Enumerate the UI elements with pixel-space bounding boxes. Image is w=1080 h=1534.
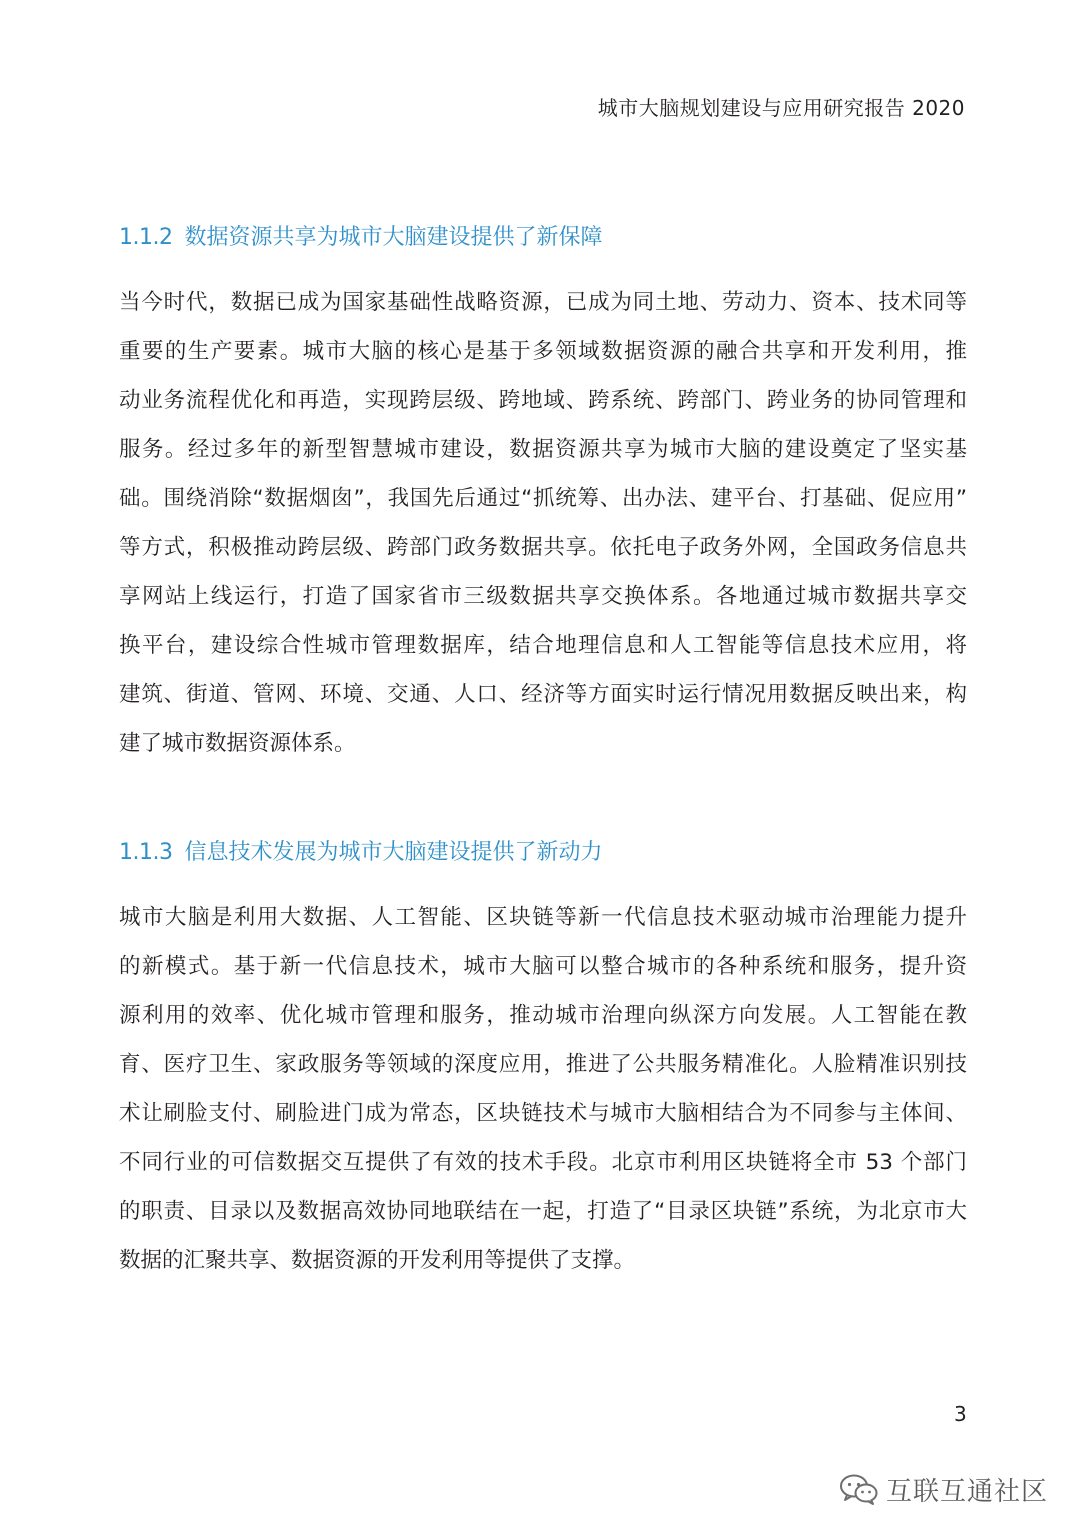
- paragraph-line: 换平台，建设综合性城市管理数据库，结合地理信息和人工智能等信息技术应用，将: [119, 633, 967, 658]
- paragraph-line: 础。围绕消除“数据烟囱”，我国先后通过“抓统筹、出办法、建平台、打基础、促应用”: [119, 486, 967, 511]
- section-body: [119, 278, 967, 768]
- running-header-title: 城市大脑规划建设与应用研究报告 2020: [597, 96, 965, 120]
- paragraph-line: 不同行业的可信数据交互提供了有效的技术手段。北京市利用区块链将全市 53 个部门: [119, 1150, 967, 1175]
- paragraph-line: 源利用的效率、优化城市管理和服务，推动城市治理向纵深方向发展。人工智能在教: [119, 1003, 967, 1028]
- paragraph-line: 术让刷脸支付、刷脸进门成为常态，区块链技术与城市大脑相结合为不同参与主体间、: [119, 1101, 967, 1126]
- paragraph-line: 的新模式。基于新一代信息技术，城市大脑可以整合城市的各种系统和服务，提升资: [119, 954, 967, 979]
- section-1-1-2: [119, 220, 967, 768]
- paragraph-line: 重要的生产要素。城市大脑的核心是基于多领域数据资源的融合共享和开发利用，推: [119, 339, 967, 364]
- section-heading: [119, 835, 967, 871]
- paragraph-line: 服务。经过多年的新型智慧城市建设，数据资源共享为城市大脑的建设奠定了坚实基: [119, 437, 967, 462]
- section-heading: [119, 220, 967, 256]
- paragraph-line: 等方式，积极推动跨层级、跨部门政务数据共享。依托电子政务外网，全国政务信息共: [119, 535, 967, 560]
- section-body: [119, 893, 967, 1285]
- section-number: 1.1.3: [119, 840, 173, 865]
- wechat-icon: [838, 1472, 880, 1506]
- paragraph-line: 育、医疗卫生、家政服务等领域的深度应用，推进了公共服务精准化。人脸精准识别技: [119, 1052, 967, 1077]
- paragraph-line: 享网站上线运行，打造了国家省市三级数据共享交换体系。各地通过城市数据共享交: [119, 584, 967, 609]
- watermark-text: 互联互通社区: [886, 1476, 1049, 1507]
- paragraph-line: 建筑、街道、管网、环境、交通、人口、经济等方面实时运行情况用数据反映出来，构: [119, 682, 967, 707]
- wechat-watermark: [838, 1466, 1048, 1512]
- paragraph-line: 数据的汇聚共享、数据资源的开发利用等提供了支撑。: [119, 1248, 636, 1273]
- section-title: 信息技术发展为城市大脑建设提供了新动力: [184, 840, 603, 865]
- section-number: 1.1.2: [119, 225, 173, 250]
- paragraph-line: 建了城市数据资源体系。: [119, 731, 356, 756]
- paragraph-line: 的职责、目录以及数据高效协同地联结在一起，打造了“目录区块链”系统，为北京市大: [119, 1199, 967, 1224]
- section-title: 数据资源共享为城市大脑建设提供了新保障: [184, 225, 603, 250]
- paragraph-line: 城市大脑是利用大数据、人工智能、区块链等新一代信息技术驱动城市治理能力提升: [119, 905, 967, 930]
- section-1-1-3: [119, 835, 967, 1285]
- paragraph-line: 动业务流程优化和再造，实现跨层级、跨地域、跨系统、跨部门、跨业务的协同管理和: [119, 388, 967, 413]
- page-number: 3: [954, 1402, 967, 1426]
- paragraph-line: 当今时代，数据已成为国家基础性战略资源，已成为同土地、劳动力、资本、技术同等: [119, 290, 967, 315]
